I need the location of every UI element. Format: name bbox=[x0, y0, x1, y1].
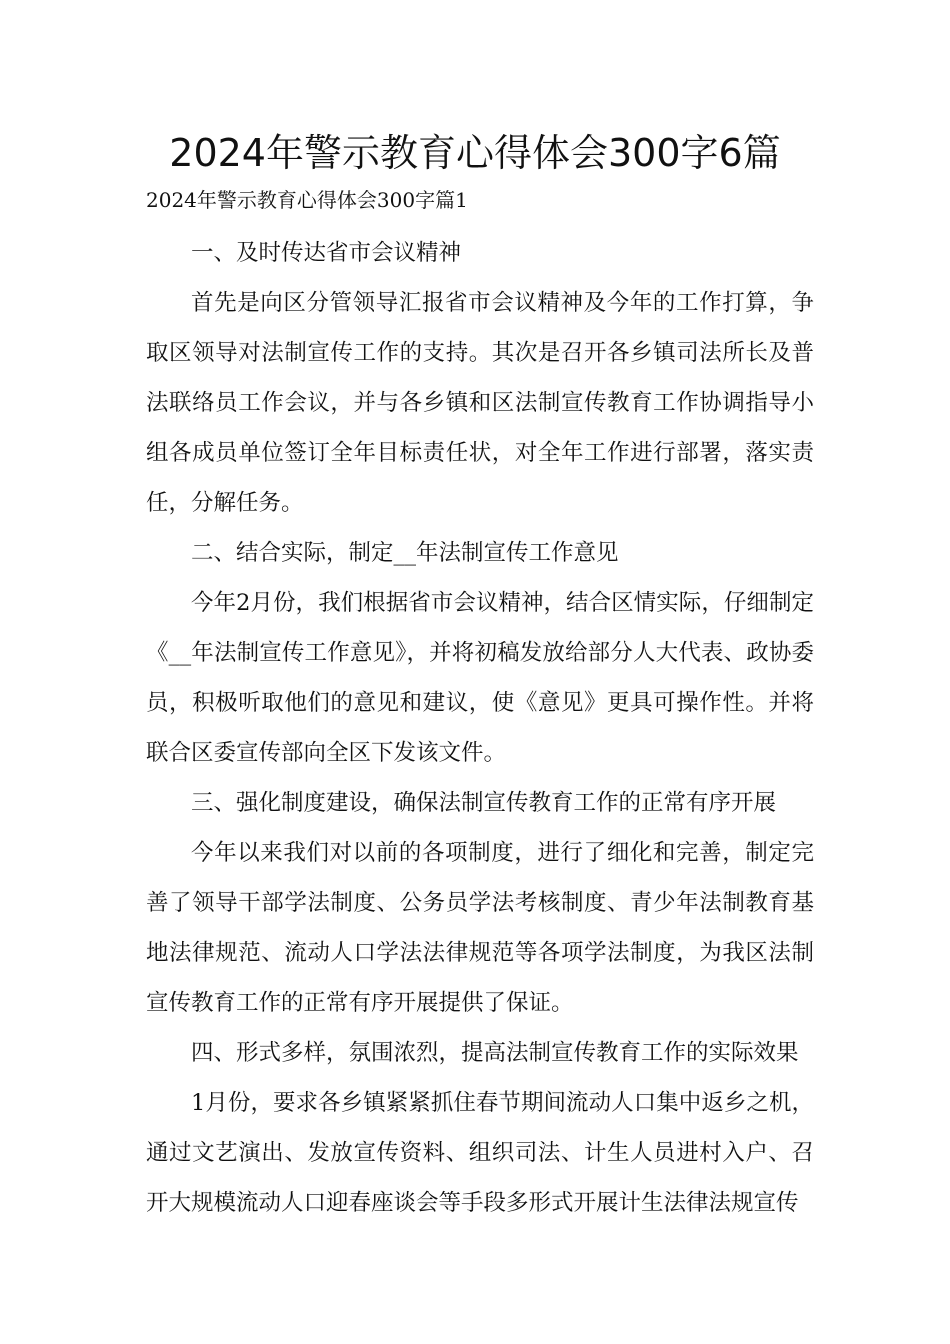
document-body bbox=[146, 228, 814, 1228]
paragraph-4: 1月份，要求各乡镇紧紧抓住春节期间流动人口集中返乡之机，通过文艺演出、发放宣传资料、组织司法、计生人员进村入户、召开大规模流动人口迎春座谈会等手段多形式开展计生法律法规宣传 bbox=[146, 1090, 814, 1216]
paragraph-1: 首先是向区分管领导汇报省市会议精神及今年的工作打算，争取区领导对法制宣传工作的支持。其次是召开各乡镇司法所长及普法联络员工作会议，并与各乡镇和区法制宣传教育工作协调指导小组各成员单位签订全年目标责任状，对全年工作进行部署，落实责任，分解任务。 bbox=[146, 290, 814, 516]
section-heading-1: 一、及时传达省市会议精神 bbox=[191, 240, 462, 266]
document-subtitle: 2024年警示教育心得体会300字篇1 bbox=[146, 188, 468, 212]
section-heading-4: 四、形式多样，氛围浓烈，提高法制宣传教育工作的实际效果 bbox=[191, 1040, 799, 1066]
paragraph-3: 今年以来我们对以前的各项制度，进行了细化和完善，制定完善了领导干部学法制度、公务员学法考核制度、青少年法制教育基地法律规范、流动人口学法法律规范等各项学法制度，为我区法制宣传教育工作的正常有序开展提供了保证。 bbox=[146, 840, 814, 1016]
section-heading-2: 二、结合实际，制定__年法制宣传工作意见 bbox=[191, 540, 619, 566]
section-heading-3: 三、强化制度建设，确保法制宣传教育工作的正常有序开展 bbox=[191, 790, 777, 816]
document-title: 2024年警示教育心得体会300字6篇 bbox=[169, 131, 781, 175]
paragraph-2: 今年2月份，我们根据省市会议精神，结合区情实际，仔细制定《__年法制宣传工作意见》，并将初稿发放给部分人大代表、政协委员，积极听取他们的意见和建议，使《意见》更具可操作性。并将联合区委宣传部向全区下发该文件。 bbox=[146, 590, 814, 766]
